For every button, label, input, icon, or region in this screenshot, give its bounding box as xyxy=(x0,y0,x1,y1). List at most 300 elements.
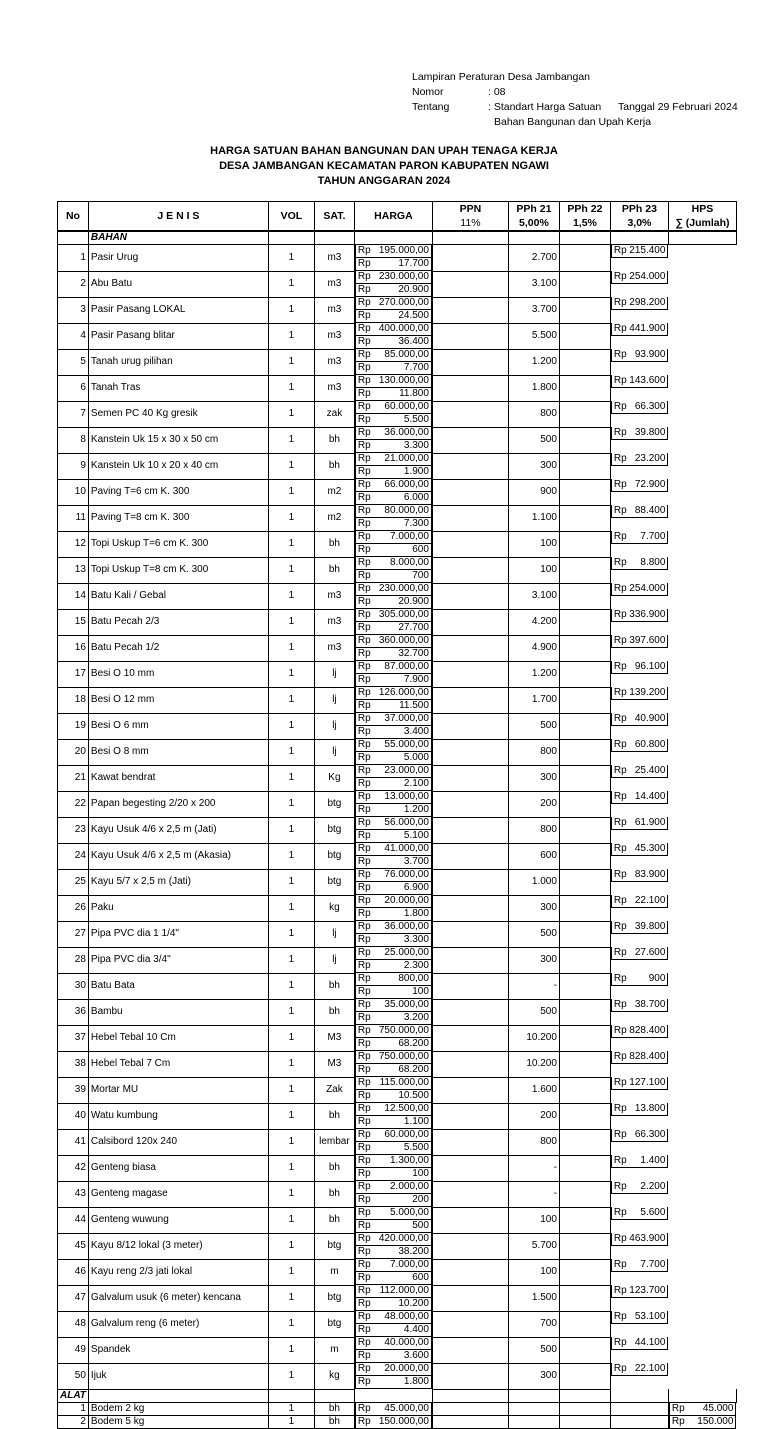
cell-pph21 xyxy=(432,687,508,713)
cell-ppn xyxy=(355,1272,432,1285)
value-harga: 87.000,00 xyxy=(384,661,429,672)
currency-label: Rp xyxy=(357,1363,371,1374)
cell-sat: bh xyxy=(314,1103,354,1129)
cell-pph22: 2.700 xyxy=(508,245,559,272)
currency-label: Rp xyxy=(613,1129,627,1140)
cell-harga xyxy=(355,1077,432,1090)
value-hps: 150.000 xyxy=(697,1415,734,1427)
cell-pph23 xyxy=(559,1025,610,1051)
cell-jenis: Kayu 5/7 x 2,5 m (Jati) xyxy=(88,869,268,895)
cell-jenis: Batu Pecah 2/3 xyxy=(88,609,268,635)
cell-no: 15 xyxy=(58,609,89,635)
cell-sat: bh xyxy=(314,1207,354,1233)
currency-label: Rp xyxy=(357,856,371,867)
cell-vol: 1 xyxy=(268,1363,314,1389)
table-row xyxy=(58,687,737,713)
cell-ppn xyxy=(355,570,432,583)
value-harga: 12.500,00 xyxy=(384,1103,429,1114)
cell-pph21 xyxy=(432,895,508,921)
cell-pph22: 500 xyxy=(508,921,559,947)
cell-sat: M3 xyxy=(314,1025,354,1051)
empty-cell xyxy=(508,231,559,245)
table-row xyxy=(58,1402,737,1416)
currency-label: Rp xyxy=(613,973,627,984)
cell-jenis: Spandek xyxy=(88,1337,268,1363)
cell-no: 7 xyxy=(58,401,89,427)
cell-sat: lj xyxy=(314,947,354,973)
cell-vol: 1 xyxy=(268,505,314,531)
cell-vol: 1 xyxy=(268,947,314,973)
cell-sat: m3 xyxy=(314,635,354,661)
currency-label: Rp xyxy=(613,297,627,308)
cell-ppn xyxy=(355,830,432,843)
col-pph23: PPh 23 xyxy=(610,202,668,217)
cell-no: 39 xyxy=(58,1077,89,1103)
value-harga: 270.000,00 xyxy=(378,297,429,308)
cell-pph21 xyxy=(432,1051,508,1077)
cell-pph23 xyxy=(559,973,610,999)
cell-pph21 xyxy=(432,999,508,1025)
cell-no: 22 xyxy=(58,791,89,817)
cell-no: 13 xyxy=(58,557,89,583)
cell-sat: btg xyxy=(314,1311,354,1337)
col-ppn: PPN xyxy=(432,202,508,217)
value-hps: 13.800 xyxy=(634,1103,666,1114)
currency-label: Rp xyxy=(357,388,371,399)
cell-hps xyxy=(669,1416,737,1429)
cell-no: 44 xyxy=(58,1207,89,1233)
section-row xyxy=(58,231,737,245)
cell-no: 1 xyxy=(58,1402,89,1416)
currency-label: Rp xyxy=(357,817,371,828)
cell-pph22: 5.700 xyxy=(508,1233,559,1259)
cell-ppn xyxy=(355,362,432,375)
cell-pph23 xyxy=(559,843,610,869)
cell-ppn xyxy=(355,752,432,765)
cell-pph23 xyxy=(559,1103,610,1129)
cell-pph22: 300 xyxy=(508,765,559,791)
cell-no: 38 xyxy=(58,1051,89,1077)
value-hps: 44.100 xyxy=(634,1337,666,1348)
cell-jenis: Pasir Pasang blitar xyxy=(88,323,268,349)
value-ppn: 36.400 xyxy=(398,336,429,347)
cell-pph23 xyxy=(559,557,610,583)
value-hps: 7.700 xyxy=(640,1259,666,1270)
cell-jenis: Galvalum usuk (6 meter) kencana xyxy=(88,1285,268,1311)
currency-label: Rp xyxy=(357,791,371,802)
cell-harga xyxy=(355,557,432,570)
cell-hps xyxy=(611,791,669,804)
currency-label: Rp xyxy=(613,401,627,412)
value-ppn: 4.400 xyxy=(403,1324,429,1335)
cell-vol: 1 xyxy=(268,687,314,713)
cell-sat: m3 xyxy=(314,609,354,635)
cell-harga xyxy=(355,323,432,336)
title-line-1: HARGA SATUAN BAHAN BANGUNAN DAN UPAH TENAGA KERJA xyxy=(210,145,558,157)
cell-hps xyxy=(611,739,669,752)
cell-pph22: 200 xyxy=(508,1103,559,1129)
cell-jenis: Bambu xyxy=(88,999,268,1025)
value-ppn: 6.900 xyxy=(403,882,429,893)
currency-label: Rp xyxy=(613,245,627,256)
value-ppn: 11.500 xyxy=(399,700,429,711)
cell-pph22: 800 xyxy=(508,817,559,843)
cell-pph22: 100 xyxy=(508,1259,559,1285)
cell-pph22: 300 xyxy=(508,895,559,921)
value-hps: 14.400 xyxy=(634,791,666,802)
cell-vol: 1 xyxy=(268,453,314,479)
cell-ppn xyxy=(355,336,432,349)
cell-harga xyxy=(355,999,432,1012)
document-header xyxy=(412,70,752,130)
cell-hps xyxy=(611,1233,669,1246)
cell-vol: 1 xyxy=(268,1181,314,1207)
value-ppn: 68.200 xyxy=(398,1038,429,1049)
currency-label: Rp xyxy=(357,518,371,529)
currency-label: Rp xyxy=(613,1311,627,1322)
empty-cell xyxy=(432,231,508,245)
cell-pph21 xyxy=(432,1181,508,1207)
currency-label: Rp xyxy=(613,895,627,906)
table-row xyxy=(58,895,737,921)
cell-harga xyxy=(355,1285,432,1298)
value-ppn: 27.700 xyxy=(398,622,429,633)
cell-ppn xyxy=(355,1142,432,1155)
value-harga: 13.000,00 xyxy=(384,791,429,802)
currency-label: Rp xyxy=(357,310,371,321)
currency-label: Rp xyxy=(357,1103,371,1114)
cell-vol: 1 xyxy=(268,609,314,635)
value-harga: 7.000,00 xyxy=(389,531,429,542)
value-hps: 22.100 xyxy=(634,895,666,906)
value-hps: 828.400 xyxy=(629,1051,666,1062)
cell-pph21 xyxy=(432,1311,508,1337)
cell-ppn xyxy=(355,726,432,739)
currency-label: Rp xyxy=(613,687,627,698)
cell-ppn xyxy=(355,960,432,973)
table-row xyxy=(58,1051,737,1077)
currency-label: Rp xyxy=(357,804,371,815)
table-row xyxy=(58,713,737,739)
value-harga: 56.000,00 xyxy=(384,817,429,828)
cell-pph22: 500 xyxy=(508,999,559,1025)
cell-pph21 xyxy=(432,427,508,453)
cell-ppn xyxy=(355,1168,432,1181)
cell-sat: m3 xyxy=(314,349,354,375)
value-harga: 360.000,00 xyxy=(378,635,429,646)
cell-pph23 xyxy=(559,583,610,609)
cell-harga xyxy=(355,479,432,492)
cell-pph22: - xyxy=(508,973,559,999)
cell-ppn xyxy=(355,804,432,817)
cell-pph21 xyxy=(432,323,508,349)
cell-jenis: Genteng wuwung xyxy=(88,1207,268,1233)
cell-sat: m3 xyxy=(314,271,354,297)
cell-pph23 xyxy=(559,713,610,739)
table-row xyxy=(58,557,737,583)
value-harga: 8.000,00 xyxy=(389,557,429,568)
cell-ppn xyxy=(432,1416,508,1429)
cell-vol: 1 xyxy=(268,661,314,687)
currency-label: Rp xyxy=(357,1337,371,1348)
cell-pph23 xyxy=(559,1311,610,1337)
cell-no: 45 xyxy=(58,1233,89,1259)
currency-label: Rp xyxy=(613,1051,627,1062)
table-row xyxy=(58,1259,737,1285)
section-no-cell xyxy=(58,231,89,245)
cell-no: 1 xyxy=(58,245,89,272)
cell-sat: m2 xyxy=(314,505,354,531)
currency-label: Rp xyxy=(357,1233,371,1244)
cell-pph22: 1.600 xyxy=(508,1077,559,1103)
value-hps: 60.800 xyxy=(634,739,666,750)
cell-jenis: Pasir Pasang LOKAL xyxy=(88,297,268,323)
value-ppn: 1.100 xyxy=(403,1116,429,1127)
value-ppn: 7.300 xyxy=(403,518,429,529)
cell-no: 40 xyxy=(58,1103,89,1129)
cell-sat: bh xyxy=(314,999,354,1025)
currency-label: Rp xyxy=(357,752,371,763)
empty-cell xyxy=(354,231,432,245)
currency-label: Rp xyxy=(357,921,371,932)
currency-label: Rp xyxy=(357,843,371,854)
cell-vol: 1 xyxy=(268,1285,314,1311)
value-ppn: 20.900 xyxy=(398,284,429,295)
cell-pph22: 300 xyxy=(508,947,559,973)
value-ppn: 32.700 xyxy=(398,648,429,659)
cell-hps xyxy=(611,453,669,466)
cell-harga xyxy=(355,1233,432,1246)
cell-jenis: Papan begesting 2/20 x 200 xyxy=(88,791,268,817)
tentang-value: : Standart Harga Satuan xyxy=(488,101,602,113)
cell-pph22: 800 xyxy=(508,739,559,765)
cell-hps xyxy=(611,1337,669,1350)
cell-pph23 xyxy=(559,1285,610,1311)
cell-no: 19 xyxy=(58,713,89,739)
cell-pph21 xyxy=(432,271,508,297)
cell-hps xyxy=(611,713,669,726)
cell-sat: m2 xyxy=(314,479,354,505)
cell-pph22 xyxy=(559,1416,610,1429)
cell-harga xyxy=(355,1416,432,1429)
cell-jenis: Tanah Tras xyxy=(88,375,268,401)
cell-sat: bh xyxy=(314,427,354,453)
cell-pph21 xyxy=(432,739,508,765)
table-row xyxy=(58,635,737,661)
cell-hps xyxy=(611,1129,669,1142)
currency-label: Rp xyxy=(613,999,627,1010)
value-hps: 143.600 xyxy=(629,375,666,386)
table-row xyxy=(58,1129,737,1155)
cell-ppn xyxy=(355,1220,432,1233)
cell-vol: 1 xyxy=(268,401,314,427)
cell-harga xyxy=(355,453,432,466)
cell-pph22: 3.100 xyxy=(508,271,559,297)
cell-no: 3 xyxy=(58,297,89,323)
currency-label: Rp xyxy=(357,1116,371,1127)
table-row xyxy=(58,791,737,817)
cell-pph23 xyxy=(559,349,610,375)
cell-sat: btg xyxy=(314,791,354,817)
cell-vol: 1 xyxy=(268,1233,314,1259)
cell-hps xyxy=(611,479,669,492)
cell-hps xyxy=(611,1077,669,1090)
cell-pph21 xyxy=(432,1207,508,1233)
cell-sat: bh xyxy=(314,557,354,583)
cell-jenis: Topi Uskup T=8 cm K. 300 xyxy=(88,557,268,583)
cell-harga xyxy=(355,765,432,778)
cell-pph23 xyxy=(559,791,610,817)
section-label xyxy=(88,1389,268,1402)
value-ppn: 100 xyxy=(412,1168,429,1179)
value-harga: 150.000,00 xyxy=(378,1415,429,1427)
cell-pph23 xyxy=(559,271,610,297)
cell-no: 8 xyxy=(58,427,89,453)
value-hps: 336.900 xyxy=(629,609,666,620)
cell-hps xyxy=(611,765,669,778)
value-hps: 298.200 xyxy=(629,297,666,308)
currency-label: Rp xyxy=(357,1090,371,1101)
tentang-label: Tentang xyxy=(412,101,450,113)
value-ppn: 5.000 xyxy=(403,752,429,763)
empty-cell xyxy=(268,231,314,245)
cell-jenis: Tanah urug pilihan xyxy=(88,349,268,375)
value-ppn: 6.000 xyxy=(403,492,429,503)
value-harga: 2.000,00 xyxy=(389,1181,429,1192)
cell-jenis: Kayu Usuk 4/6 x 2,5 m (Jati) xyxy=(88,817,268,843)
cell-harga xyxy=(355,531,432,544)
cell-pph22: 500 xyxy=(508,1337,559,1363)
cell-sat: bh xyxy=(314,973,354,999)
cell-no: 47 xyxy=(58,1285,89,1311)
cell-sat: bh xyxy=(314,453,354,479)
currency-label: Rp xyxy=(357,349,371,360)
cell-jenis: Besi O 8 mm xyxy=(88,739,268,765)
cell-pph22: 1.800 xyxy=(508,375,559,401)
cell-sat: Kg xyxy=(314,765,354,791)
cell-no: 14 xyxy=(58,583,89,609)
cell-hps xyxy=(611,1051,669,1064)
cell-ppn xyxy=(355,258,432,271)
currency-label: Rp xyxy=(671,1402,685,1414)
cell-pph21 xyxy=(432,1337,508,1363)
value-harga: 750.000,00 xyxy=(378,1051,429,1062)
value-ppn: 24.500 xyxy=(398,310,429,321)
cell-harga xyxy=(355,895,432,908)
cell-hps xyxy=(611,1025,669,1038)
cell-vol: 1 xyxy=(268,557,314,583)
cell-pph23 xyxy=(559,1259,610,1285)
cell-ppn xyxy=(355,778,432,791)
currency-label: Rp xyxy=(613,947,627,958)
cell-vol: 1 xyxy=(268,1402,314,1416)
cell-vol: 1 xyxy=(268,1103,314,1129)
value-ppn: 3.600 xyxy=(403,1350,429,1361)
cell-hps xyxy=(611,895,669,908)
currency-label: Rp xyxy=(357,1415,371,1427)
cell-vol: 1 xyxy=(268,427,314,453)
cell-harga xyxy=(355,297,432,310)
value-harga: 23.000,00 xyxy=(384,765,429,776)
value-harga: 85.000,00 xyxy=(384,349,429,360)
cell-pph22: 500 xyxy=(508,427,559,453)
cell-pph23 xyxy=(559,401,610,427)
cell-pph22: 600 xyxy=(508,843,559,869)
cell-harga xyxy=(355,401,432,414)
cell-jenis: Besi O 10 mm xyxy=(88,661,268,687)
cell-harga xyxy=(355,1181,432,1194)
cell-jenis: Bodem 2 kg xyxy=(88,1402,268,1416)
cell-sat: kg xyxy=(314,1363,354,1389)
cell-pph22: 800 xyxy=(508,401,559,427)
cell-pph21 xyxy=(432,869,508,895)
cell-harga xyxy=(355,1403,432,1416)
currency-label: Rp xyxy=(613,1181,627,1192)
value-hps: 254.000 xyxy=(629,271,666,282)
col-pph23-rate: 3,0% xyxy=(610,216,668,231)
currency-label: Rp xyxy=(357,323,371,334)
cell-pph23 xyxy=(610,1402,668,1416)
cell-ppn xyxy=(355,1376,432,1389)
currency-label: Rp xyxy=(357,609,371,620)
cell-pph21 xyxy=(432,1077,508,1103)
cell-pph21 xyxy=(432,1233,508,1259)
cell-sat: m3 xyxy=(314,297,354,323)
cell-no: 46 xyxy=(58,1259,89,1285)
cell-ppn xyxy=(355,284,432,297)
cell-hps xyxy=(611,427,669,440)
cell-jenis: Hebel Tebal 7 Cm xyxy=(88,1051,268,1077)
cell-harga xyxy=(355,505,432,518)
cell-ppn xyxy=(355,518,432,531)
cell-pph21 xyxy=(432,297,508,323)
table-row xyxy=(58,843,737,869)
cell-hps xyxy=(611,999,669,1012)
cell-pph23 xyxy=(610,1416,668,1429)
col-sat: SAT. xyxy=(314,202,354,232)
cell-sat: btg xyxy=(314,817,354,843)
cell-vol: 1 xyxy=(268,297,314,323)
cell-jenis: Calsibord 120x 240 xyxy=(88,1129,268,1155)
cell-pph21 xyxy=(432,843,508,869)
currency-label: Rp xyxy=(357,960,371,971)
cell-vol: 1 xyxy=(268,1311,314,1337)
cell-pph21 xyxy=(432,661,508,687)
value-hps: 441.900 xyxy=(629,323,666,334)
currency-label: Rp xyxy=(613,1103,627,1114)
cell-hps xyxy=(669,1403,737,1416)
cell-pph22: 1.500 xyxy=(508,1285,559,1311)
value-harga: 195.000,00 xyxy=(378,245,429,256)
value-harga: 25.000,00 xyxy=(384,947,429,958)
currency-label: Rp xyxy=(613,817,627,828)
value-ppn: 2.300 xyxy=(403,960,429,971)
cell-jenis: Kanstein Uk 15 x 30 x 50 cm xyxy=(88,427,268,453)
table-row xyxy=(58,1363,737,1389)
currency-label: Rp xyxy=(357,882,371,893)
cell-jenis: Hebel Tebal 10 Cm xyxy=(88,1025,268,1051)
cell-jenis: Mortar MU xyxy=(88,1077,268,1103)
cell-pph22: 700 xyxy=(508,1311,559,1337)
cell-sat: lembar xyxy=(314,1129,354,1155)
value-hps: 1.400 xyxy=(640,1155,666,1166)
cell-ppn xyxy=(355,1012,432,1025)
cell-pph21 xyxy=(432,1259,508,1285)
table-row xyxy=(58,921,737,947)
currency-label: Rp xyxy=(357,596,371,607)
title-line-2: DESA JAMBANGAN KECAMATAN PARON KABUPATEN NGAWI xyxy=(219,160,549,172)
cell-pph22: 10.200 xyxy=(508,1051,559,1077)
